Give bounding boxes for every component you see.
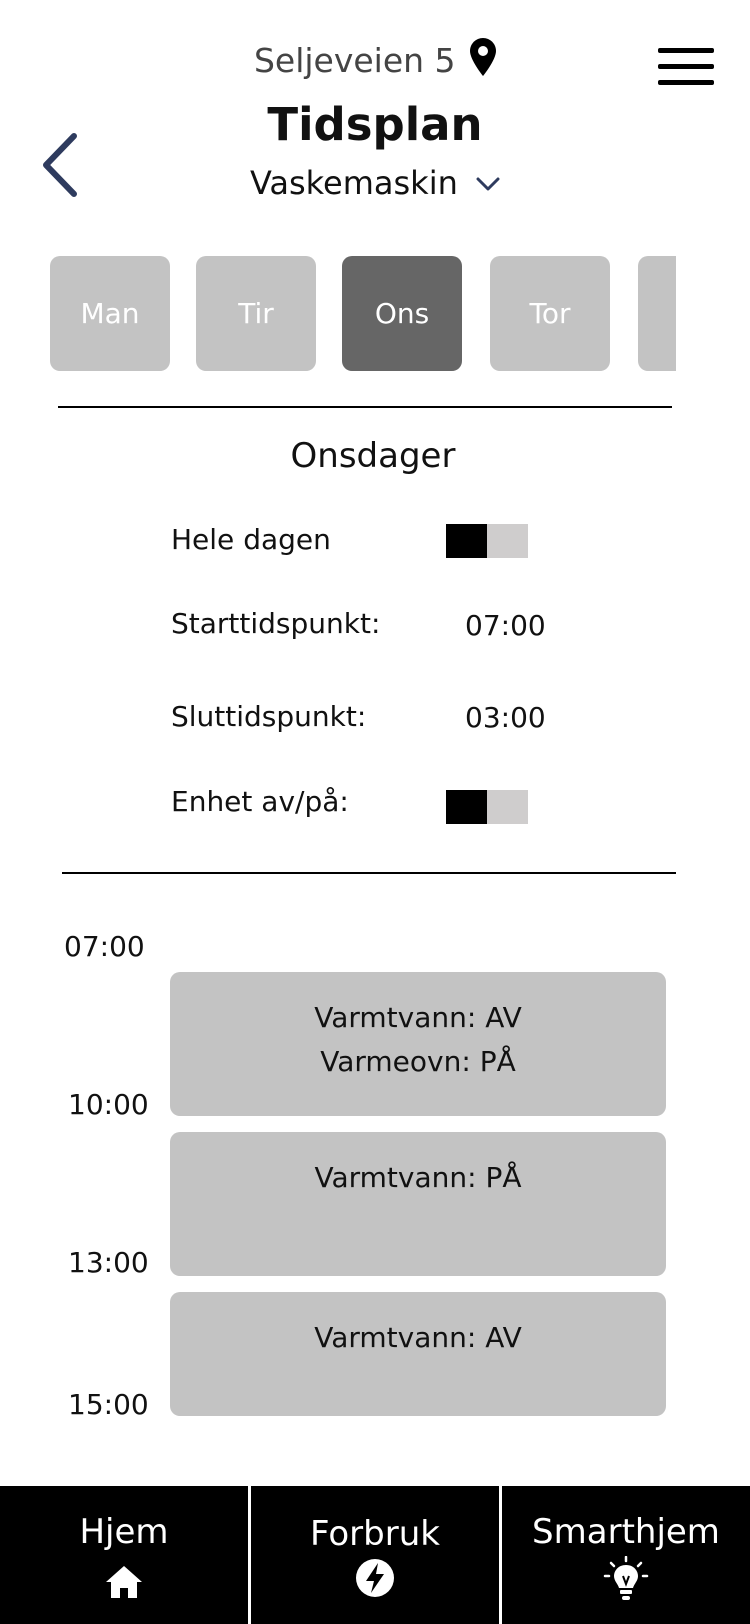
lightbulb-icon — [603, 1556, 649, 1606]
toggle-knob — [446, 524, 487, 558]
schedule-slot[interactable] — [170, 1132, 666, 1276]
nav-usage[interactable] — [251, 1486, 499, 1624]
slot-line: Varmtvann: PÅ — [314, 1161, 522, 1194]
address-header — [0, 38, 750, 84]
location-pin-icon — [470, 38, 496, 84]
slot-line: Varmtvann: AV — [314, 1321, 522, 1354]
end-time-value[interactable]: 03:00 — [465, 701, 546, 734]
address-text: Seljeveien 5 — [253, 41, 456, 80]
page-title: Tidsplan — [267, 98, 483, 151]
home-icon — [104, 1564, 144, 1604]
schedule-slot[interactable] — [170, 1292, 666, 1416]
chevron-down-icon — [476, 162, 500, 200]
divider-bottom — [62, 872, 676, 874]
day-heading: Onsdager — [290, 436, 456, 476]
device-name: Vaskemaskin — [249, 164, 458, 202]
toggle-knob — [446, 790, 487, 824]
all-day-label: Hele dagen — [171, 523, 331, 556]
nav-smarthome[interactable] — [502, 1486, 750, 1624]
start-time-value[interactable]: 07:00 — [465, 609, 546, 642]
nav-home-label: Hjem — [79, 1512, 169, 1552]
day-tab-next[interactable] — [638, 256, 676, 371]
time-label: 07:00 — [64, 930, 145, 963]
slot-line: Varmeovn: PÅ — [320, 1045, 516, 1078]
day-tab-man[interactable]: Man — [50, 256, 170, 371]
device-dropdown[interactable] — [0, 162, 750, 202]
day-tab-ons[interactable]: Ons — [342, 256, 462, 371]
start-time-label: Starttidspunkt: — [171, 607, 381, 640]
nav-home[interactable] — [0, 1486, 248, 1624]
all-day-toggle[interactable] — [446, 524, 528, 558]
device-toggle[interactable] — [446, 790, 528, 824]
day-tab-tor[interactable]: Tor — [490, 256, 610, 371]
time-label: 13:00 — [68, 1246, 149, 1279]
slot-line: Varmtvann: AV — [314, 1001, 522, 1034]
device-toggle-label: Enhet av/på: — [171, 785, 349, 818]
end-time-label: Sluttidspunkt: — [171, 700, 367, 733]
schedule-slot[interactable] — [170, 972, 666, 1116]
divider-top — [58, 406, 672, 408]
time-label: 15:00 — [68, 1388, 149, 1421]
day-selector — [50, 256, 676, 372]
hamburger-menu-icon[interactable] — [658, 48, 714, 88]
lightning-icon — [355, 1558, 395, 1602]
day-tab-tir[interactable]: Tir — [196, 256, 316, 371]
nav-smarthome-label: Smarthjem — [532, 1512, 720, 1552]
nav-usage-label: Forbruk — [310, 1514, 440, 1554]
time-label: 10:00 — [68, 1088, 149, 1121]
bottom-navigation — [0, 1486, 750, 1624]
